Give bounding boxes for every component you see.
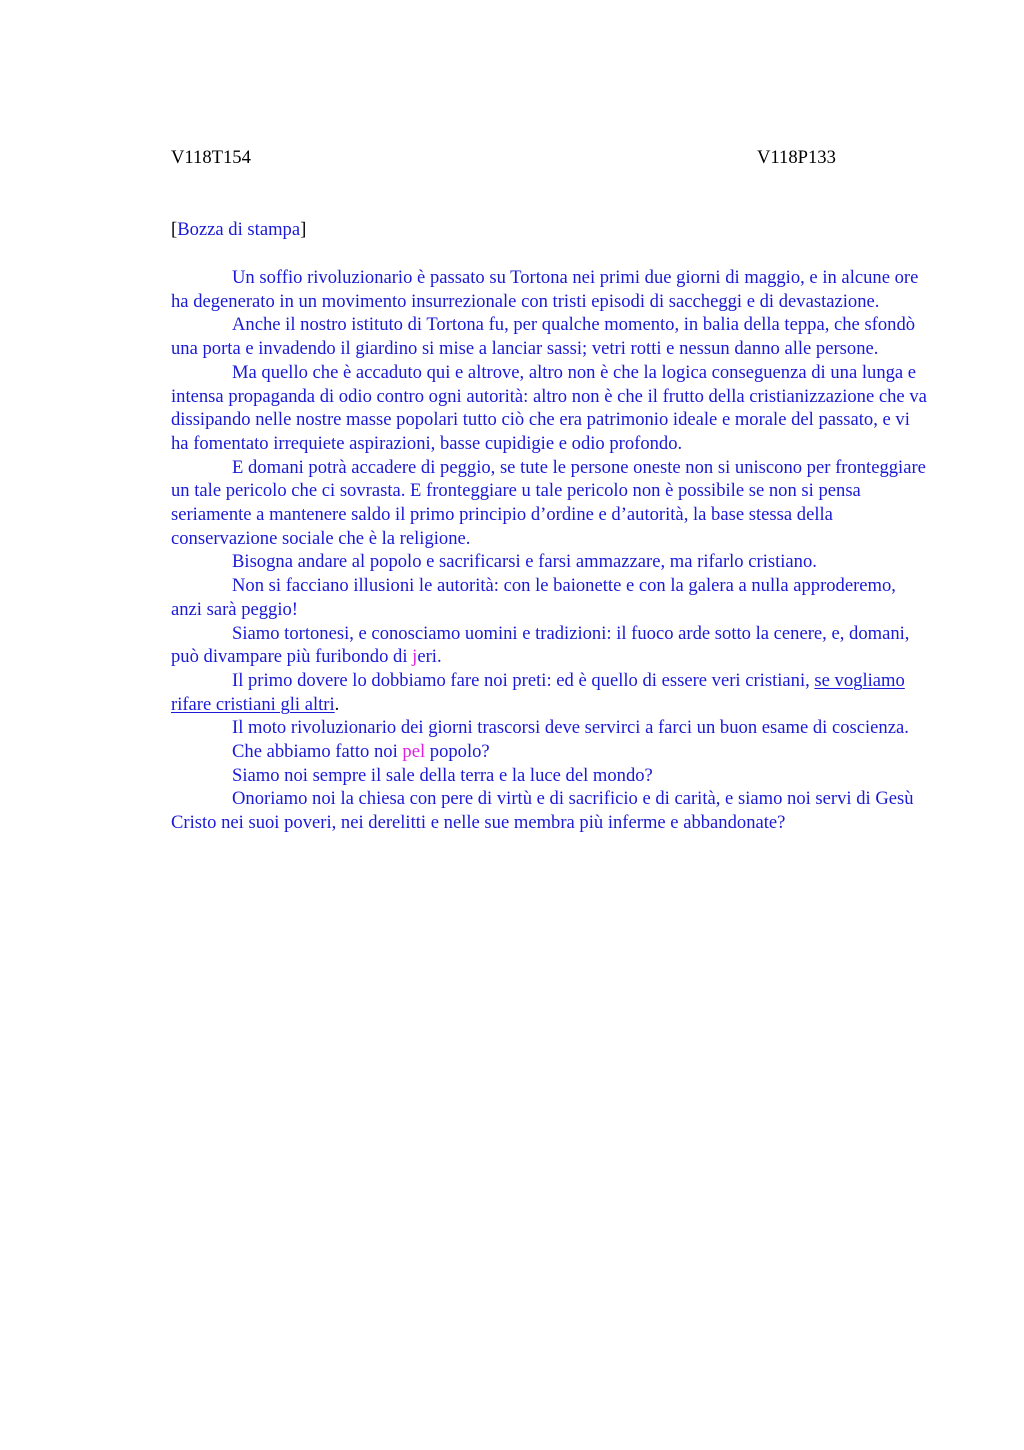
document-page	[171, 146, 931, 835]
paragraph: Bisogna andare al popolo e sacrificarsi e farsi ammazzare, ma rifarlo cristiano.	[232, 551, 817, 573]
document-body	[171, 266, 931, 835]
label-open-bracket: [	[171, 219, 178, 240]
paragraph: Siamo noi sempre il sale della terra e la luce del mondo?	[232, 764, 653, 786]
paragraph	[171, 622, 931, 669]
label-close-bracket: ]	[300, 219, 307, 240]
underlined-text: se vogliamo rifare cristiani gli altri	[171, 669, 905, 715]
paragraph-text: Che abbiamo fatto noi	[232, 741, 403, 763]
paragraph-text: eri.	[417, 646, 442, 668]
paragraph: Onoriamo noi la chiesa con pere di virtù e di sacrificio e di carità, e siamo noi servi di Gesù Cristo nei suoi poveri, nei derelitti e nelle sue membra più inferme e abbandonate?	[171, 788, 914, 834]
highlighted-text: j	[412, 646, 418, 668]
paragraph: Il moto rivoluzionario dei giorni trascorsi deve servirci a farci un buon esame di coscienza.	[232, 717, 909, 739]
paragraph: Non si facciano illusioni le autorità: con le baionette e con la galera a nulla approderemo, anzi sarà peggio!	[171, 575, 896, 620]
paragraph-text: .	[334, 693, 340, 715]
paragraph: E domani potrà accadere di peggio, se tute le persone oneste non si uniscono per fronteggiare un tale pericolo che ci sovrasta. E fronteggiare u tale pericolo non è possibile se non si pensa seriamente a mantenere saldo il primo principio d’ordine e d’autorità, la base stessa della conservazione sociale che è la religione.	[171, 456, 926, 549]
paragraph-text: popolo?	[425, 741, 490, 763]
paragraph: Anche il nostro istituto di Tortona fu, per qualche momento, in balia della teppa, che sfondò una porta e invadendo il giardino si mise a lanciar sassi; vetri rotti e nessun danno alle persone.	[171, 314, 916, 360]
paragraph: Un soffio rivoluzionario è passato su Tortona nei primi due giorni di maggio, e in alcune ore ha degenerato in un movimento insurrezionale con tristi episodi di saccheggi e di devastazione.	[171, 267, 919, 312]
paragraph-text: Siamo tortonesi, e conosciamo uomini e tradizioni: il fuoco arde sotto la cenere, e, domani, può divampare più furibondo di	[171, 622, 910, 668]
paragraph	[171, 740, 931, 764]
paragraph: Ma quello che è accaduto qui e altrove, altro non è che la logica conseguenza di una lunga e intensa propaganda di odio contro ogni autorità: altro non è che il frutto della cristianizzazione che va dissipando nelle nostre masse popolari tutto ciò che era patrimonio ideale e morale del passato, e vi ha fomentato irrequiete aspirazioni, basse cupidigie e odio profondo.	[171, 361, 927, 454]
page-header	[171, 146, 931, 170]
document-code-right: V118P133	[757, 147, 836, 168]
paragraph	[171, 669, 931, 716]
label-text: Bozza di stampa	[177, 219, 301, 240]
document-code-left: V118T154	[171, 147, 251, 168]
paragraph-text: Il primo dovere lo dobbiamo fare noi preti: ed è quello di essere veri cristiani,	[232, 669, 815, 691]
document-label	[171, 218, 931, 242]
highlighted-text: pel	[402, 741, 426, 763]
